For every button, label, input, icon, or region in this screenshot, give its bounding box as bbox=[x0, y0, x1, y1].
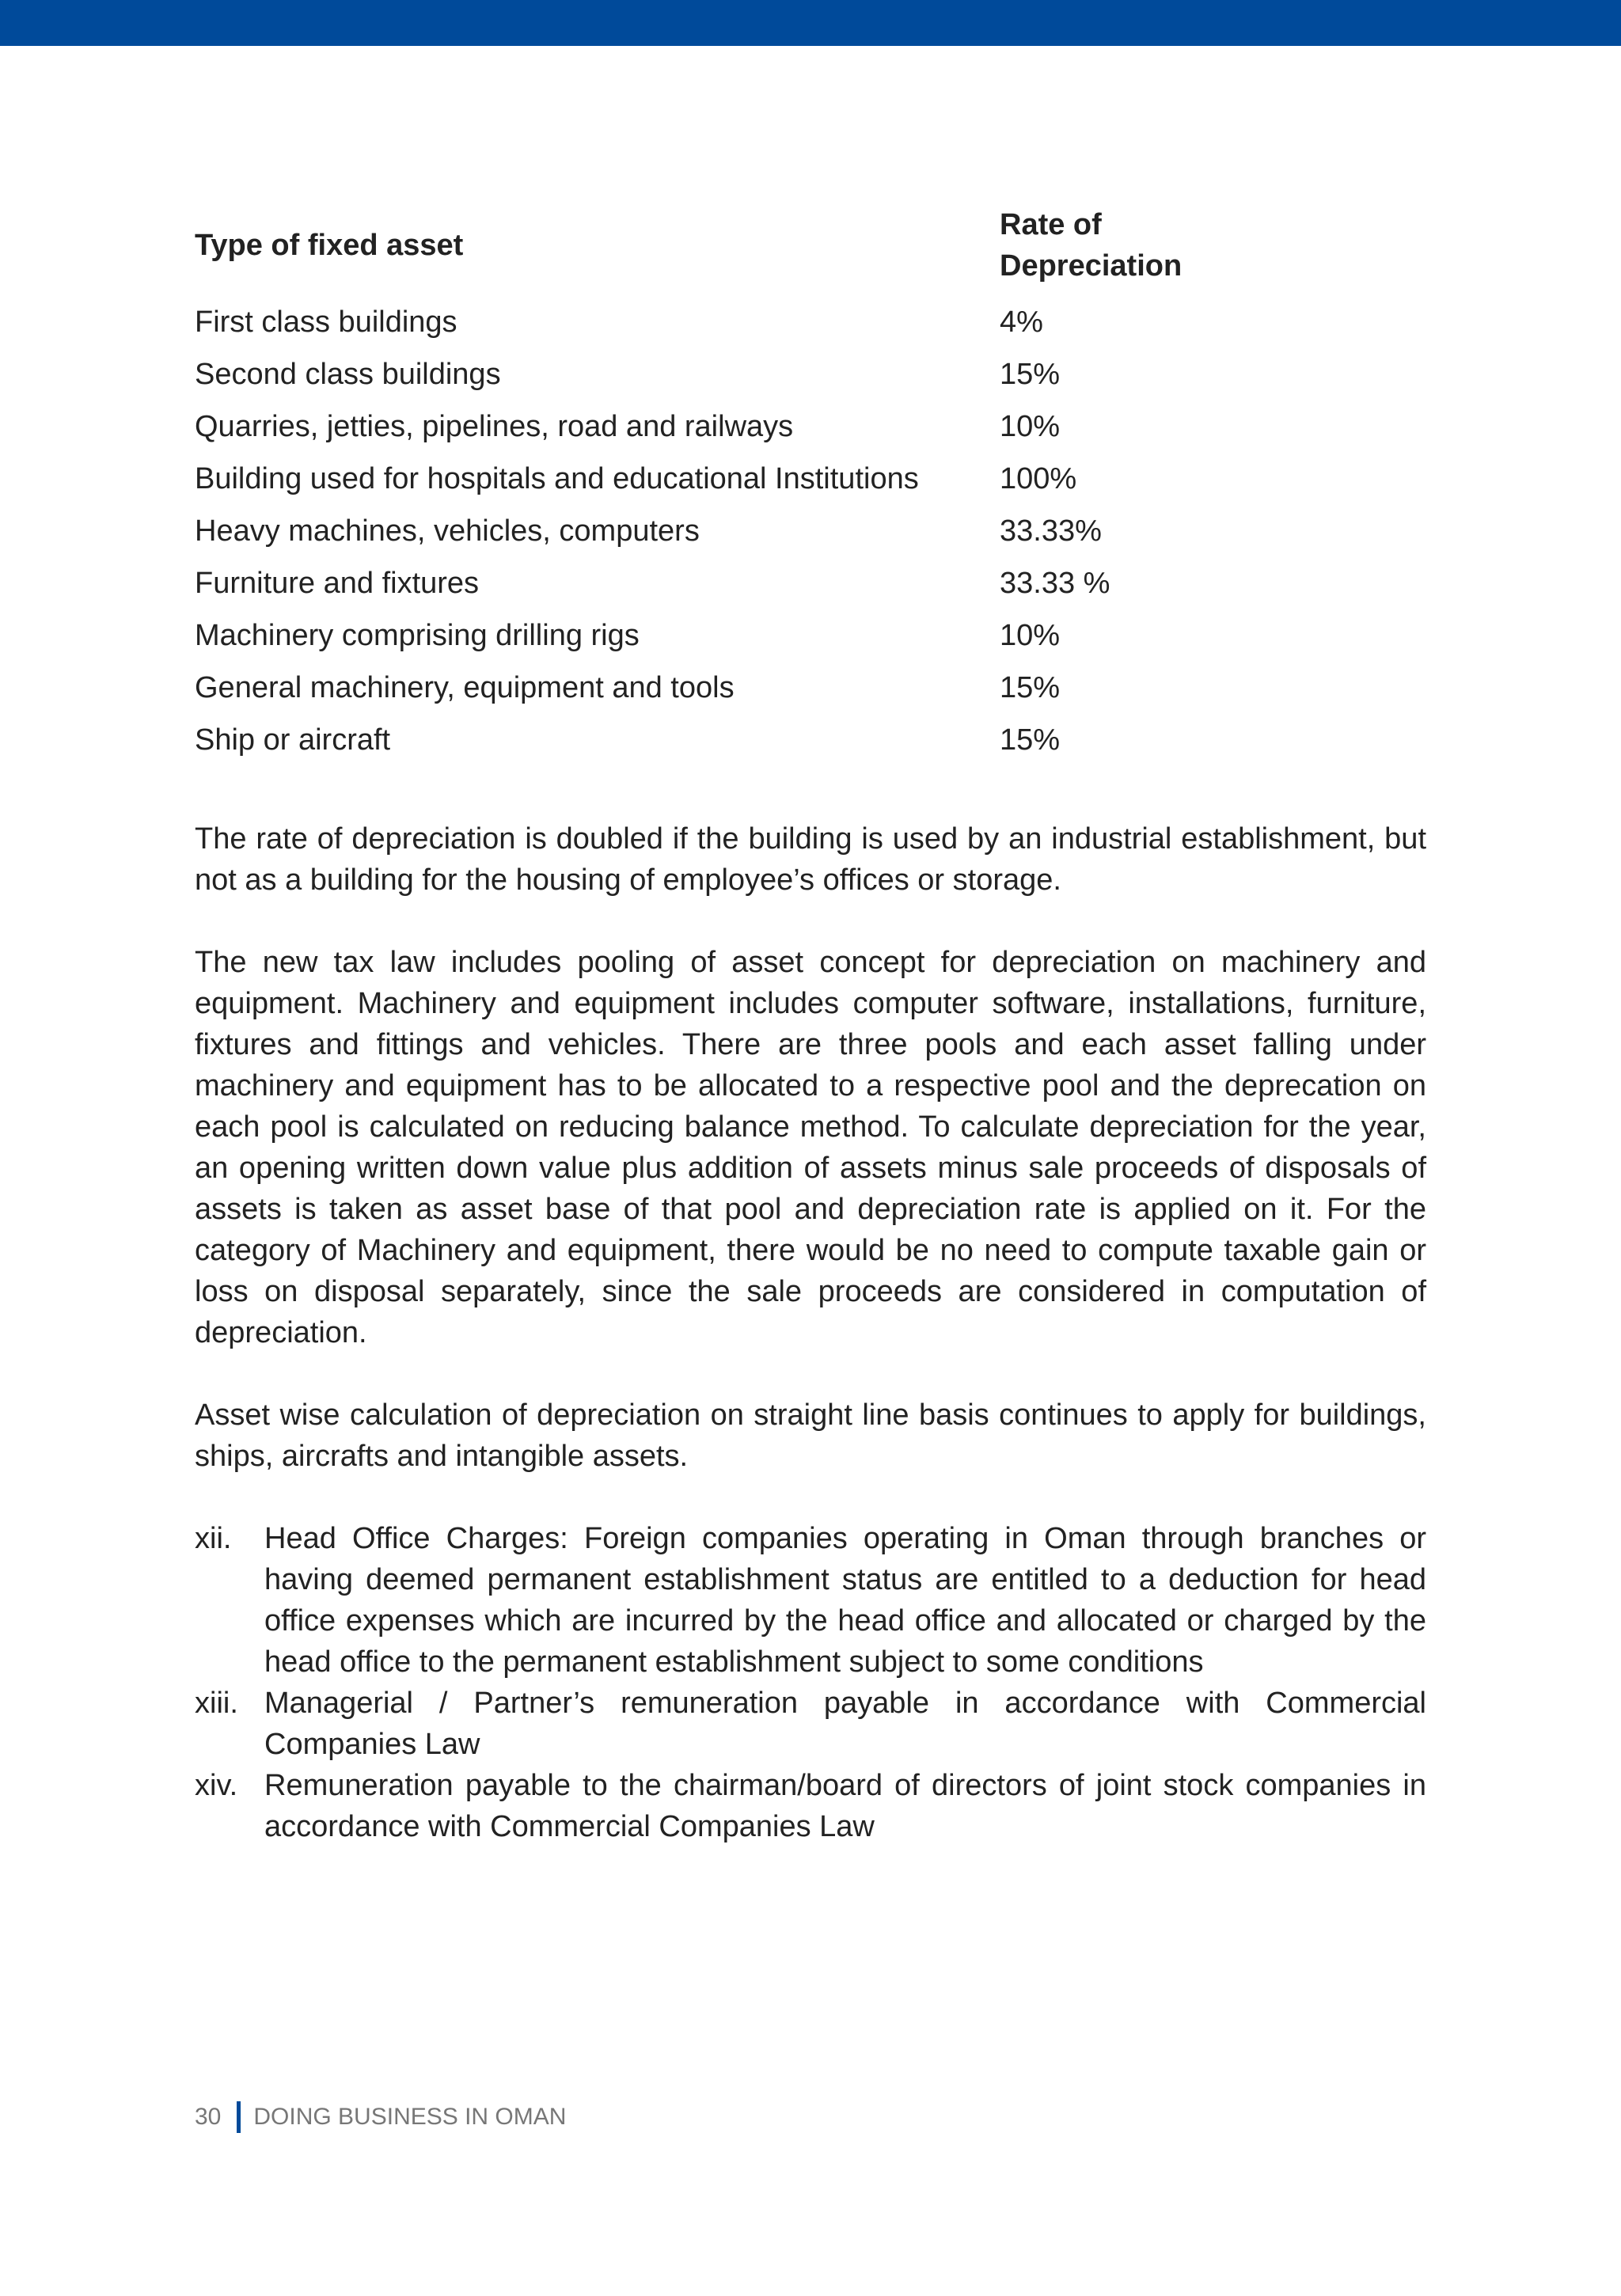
page-content bbox=[195, 204, 1426, 1847]
list-item-number: xiii. bbox=[195, 1687, 238, 1720]
asset-cell: Building used for hospitals and educational Institutions bbox=[195, 462, 919, 495]
page-footer bbox=[195, 2101, 566, 2133]
rate-cell: 10% bbox=[1000, 619, 1061, 652]
asset-cell: Second class buildings bbox=[195, 358, 501, 391]
rate-cell: 100% bbox=[1000, 462, 1077, 495]
rate-header-line1: Rate of bbox=[1000, 208, 1102, 241]
rate-header-line2: Depreciation bbox=[1000, 249, 1183, 283]
asset-cell: Quarries, jetties, pipelines, road and railways bbox=[195, 410, 794, 443]
table-row bbox=[195, 505, 1182, 557]
asset-cell: General machinery, equipment and tools bbox=[195, 671, 735, 704]
rate-column-header bbox=[1000, 204, 1182, 296]
rate-cell: 15% bbox=[1000, 723, 1061, 757]
list-item-number: xiv. bbox=[195, 1769, 238, 1802]
asset-cell: Heavy machines, vehicles, computers bbox=[195, 514, 700, 548]
rate-cell: 4% bbox=[1000, 306, 1043, 339]
table-row bbox=[195, 348, 1182, 400]
rate-cell: 33.33% bbox=[1000, 514, 1102, 548]
list-item bbox=[195, 1765, 1426, 1847]
table-row bbox=[195, 662, 1182, 714]
list-item-number: xii. bbox=[195, 1522, 232, 1555]
list-item-text: Remuneration payable to the chairman/board of directors of joint stock companies in accordance with Commercial Companies Law bbox=[264, 1769, 1426, 1843]
table-row bbox=[195, 453, 1182, 505]
footer-divider bbox=[237, 2101, 241, 2133]
list-item bbox=[195, 1518, 1426, 1683]
depreciation-table bbox=[195, 204, 1182, 766]
footer-title: DOING BUSINESS IN OMAN bbox=[253, 2104, 567, 2130]
deductions-list bbox=[195, 1518, 1426, 1847]
list-item-text: Head Office Charges: Foreign companies operating in Oman through branches or having deemed permanent establishment status are entitled to a deduction for head office expenses which are incurred by the head office and allocated or charged by the head office to the permanent establishment subject to some conditions bbox=[264, 1522, 1426, 1679]
asset-cell: Machinery comprising drilling rigs bbox=[195, 619, 640, 652]
paragraph-building-rate: The rate of depreciation is doubled if the building is used by an industrial establishment, but not as a building for the housing of employee’s offices or storage. bbox=[195, 822, 1426, 897]
table-header-row bbox=[195, 204, 1182, 296]
table-row bbox=[195, 714, 1182, 766]
table-row bbox=[195, 400, 1182, 453]
rate-cell: 15% bbox=[1000, 358, 1061, 391]
asset-cell: Furniture and fixtures bbox=[195, 567, 480, 600]
asset-cell: Ship or aircraft bbox=[195, 723, 391, 757]
paragraph-pooling: The new tax law includes pooling of asset concept for depreciation on machinery and equipment. Machinery and equipment includes computer software, installations, furniture, fixtures and fittings and vehicles. There are three pools and each asset falling under machinery and equipment has to be allocated to a respective pool and the deprecation on each pool is calculated on reducing balance method. To calculate depreciation for the year, an opening written down value plus addition of assets minus sale proceeds of disposals of assets is taken as asset base of that pool and depreciation rate is applied on it. For the category of Machinery and equipment, there would be no need to compute taxable gain or loss on disposal separately, since the sale proceeds are considered in computation of depreciation. bbox=[195, 946, 1426, 1349]
asset-column-header: Type of fixed asset bbox=[195, 229, 464, 262]
asset-cell: First class buildings bbox=[195, 306, 457, 339]
table-row bbox=[195, 609, 1182, 662]
table-row bbox=[195, 557, 1182, 609]
table-row bbox=[195, 296, 1182, 348]
rate-cell: 33.33 % bbox=[1000, 567, 1110, 600]
list-item bbox=[195, 1683, 1426, 1765]
paragraph-straight-line: Asset wise calculation of depreciation on straight line basis continues to apply for buildings, ships, aircrafts and intangible assets. bbox=[195, 1398, 1426, 1473]
list-item-text: Managerial / Partner’s remuneration payable in accordance with Commercial Companies Law bbox=[264, 1687, 1426, 1761]
rate-cell: 15% bbox=[1000, 671, 1061, 704]
table-body bbox=[195, 296, 1182, 766]
header-band bbox=[0, 0, 1621, 46]
page-number: 30 bbox=[195, 2104, 222, 2130]
rate-cell: 10% bbox=[1000, 410, 1061, 443]
